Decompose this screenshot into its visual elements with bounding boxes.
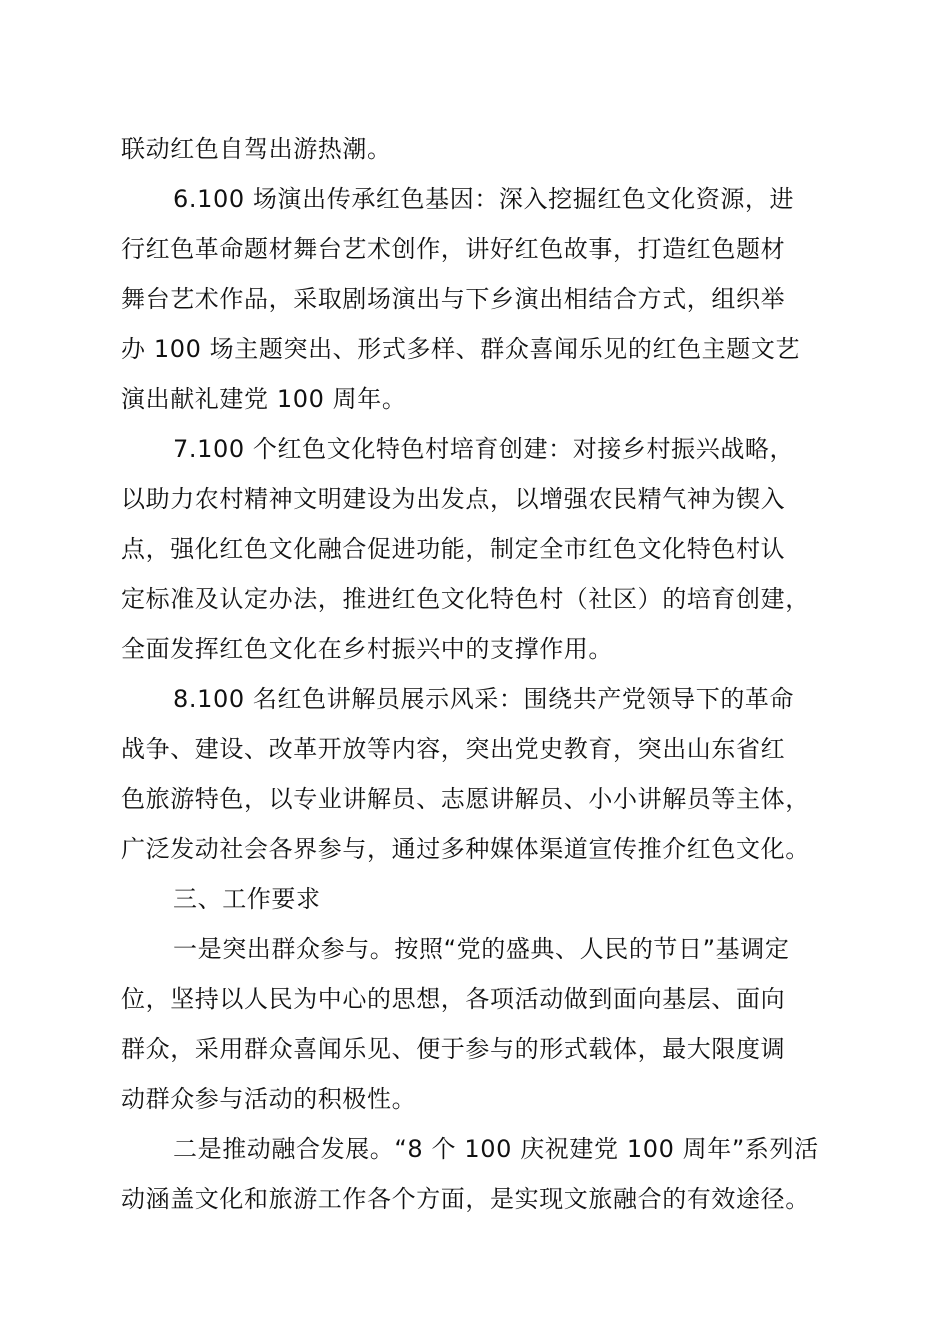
paragraph-start-line: 6.100 场演出传承红色基因：深入挖掘红色文化资源，进 — [173, 185, 795, 213]
text-line: 行红色革命题材舞台艺术创作，讲好红色故事，打造红色题材 — [121, 235, 786, 263]
text-line: 点，强化红色文化融合促进功能，制定全市红色文化特色村认 — [121, 535, 786, 563]
text-line: 联动红色自驾出游热潮。 — [121, 135, 392, 163]
paragraph-start-line: 7.100 个红色文化特色村培育创建：对接乡村振兴战略， — [173, 435, 795, 463]
text-line: 全面发挥红色文化在乡村振兴中的支撑作用。 — [121, 635, 613, 663]
text-line: 定标准及认定办法，推进红色文化特色村（社区）的培育创建， — [121, 585, 810, 613]
text-line: 演出献礼建党 100 周年。 — [121, 385, 407, 413]
paragraph-start-line: 8.100 名红色讲解员展示风采：围绕共产党领导下的革命 — [173, 685, 795, 713]
text-line: 以助力农村精神文明建设为出发点，以增强农民精气神为锲入 — [121, 485, 786, 513]
text-line: 动群众参与活动的积极性。 — [121, 1085, 417, 1113]
text-line: 舞台艺术作品，采取剧场演出与下乡演出相结合方式，组织举 — [121, 285, 786, 313]
document-body — [121, 124, 861, 1224]
paragraph-start-line: 一是突出群众参与。按照“党的盛典、人民的节日”基调定 — [173, 935, 790, 963]
text-line: 动涵盖文化和旅游工作各个方面，是实现文旅融合的有效途径。 — [121, 1185, 810, 1213]
paragraph-start-line: 二是推动融合发展。“8 个 100 庆祝建党 100 周年”系列活 — [173, 1135, 819, 1163]
text-line: 办 100 场主题突出、形式多样、群众喜闻乐见的红色主题文艺 — [121, 335, 801, 363]
text-line: 广泛发动社会各界参与，通过多种媒体渠道宣传推介红色文化。 — [121, 835, 810, 863]
text-line: 群众，采用群众喜闻乐见、便于参与的形式载体，最大限度调 — [121, 1035, 786, 1063]
text-line: 色旅游特色，以专业讲解员、志愿讲解员、小小讲解员等主体， — [121, 785, 810, 813]
text-line: 位，坚持以人民为中心的思想，各项活动做到面向基层、面向 — [121, 985, 786, 1013]
section-heading: 三、工作要求 — [173, 885, 321, 913]
text-line: 战争、建设、改革开放等内容，突出党史教育，突出山东省红 — [121, 735, 786, 763]
